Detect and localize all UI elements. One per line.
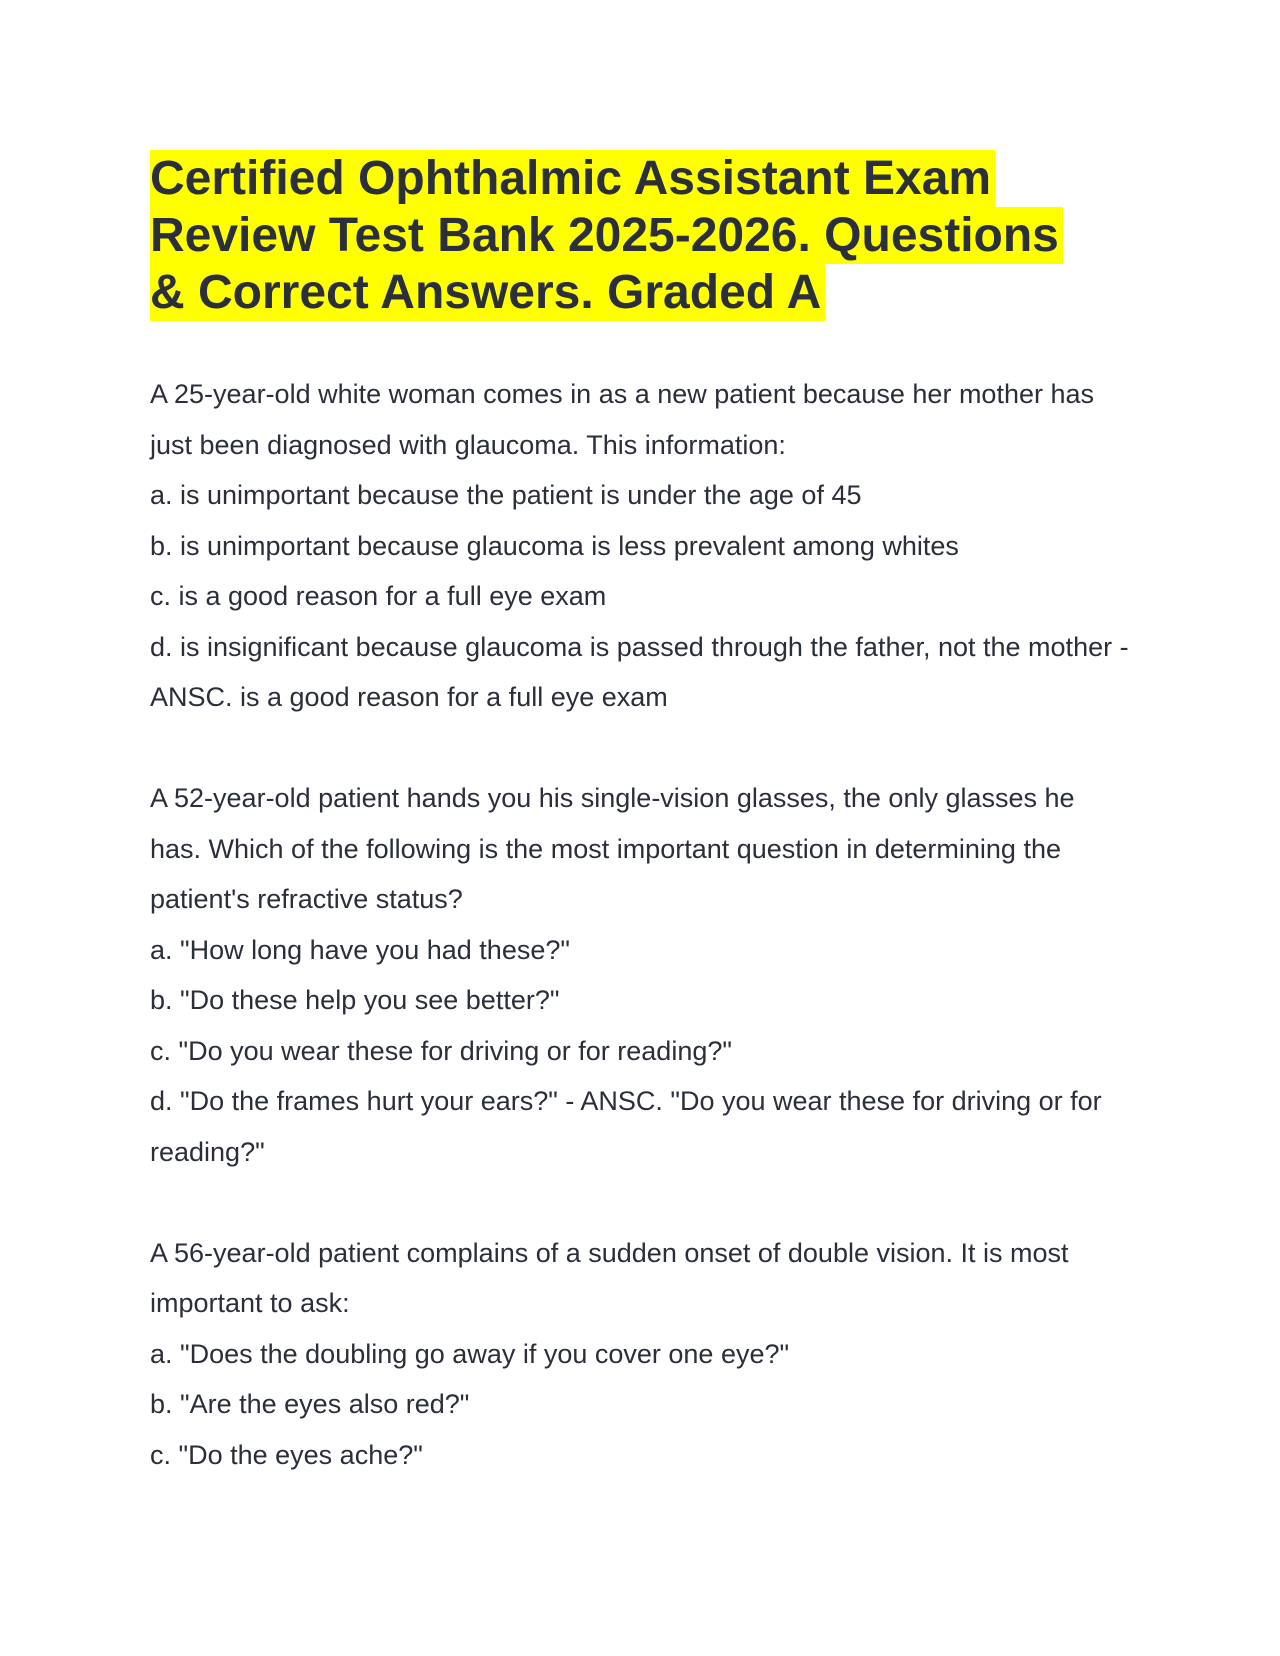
answer-option: a. "How long have you had these?" [150, 934, 570, 965]
answer-option: d. is insignificant because glaucoma is passed through the father, not the mother - ANSC. is a good reason for a full eye exam [150, 631, 1129, 712]
document-body [150, 369, 1130, 1480]
title-line-2: Review Test Bank 2025-2026. Questions [150, 207, 1063, 264]
question-1 [150, 369, 1130, 723]
answer-option: a. "Does the doubling go away if you cover one eye?" [150, 1338, 790, 1369]
answer-option: b. "Do these help you see better?" [150, 985, 560, 1015]
title-line-1: Certified Ophthalmic Assistant Exam [150, 150, 995, 207]
question-stem: A 52-year-old patient hands you his single-vision glasses, the only glasses he has. Which of the following is the most important question in determining the patient's refractive status? [150, 783, 1075, 914]
answer-option: d. "Do the frames hurt your ears?" - ANSC. "Do you wear these for driving or for reading?" [150, 1086, 1102, 1167]
question-stem: A 56-year-old patient complains of a sudden onset of double vision. It is most important to ask: [150, 1237, 1069, 1318]
answer-option: a. is unimportant because the patient is under the age of 45 [150, 480, 862, 510]
question-2 [150, 773, 1130, 1177]
answer-option: c. "Do the eyes ache?" [150, 1439, 423, 1470]
answer-option: c. "Do you wear these for driving or for reading?" [150, 1035, 732, 1066]
answer-option: b. is unimportant because glaucoma is less prevalent among whites [150, 530, 959, 561]
document-page [150, 150, 1130, 1531]
title-line-3: & Correct Answers. Graded A [150, 264, 825, 321]
question-stem: A 25-year-old white woman comes in as a new patient because her mother has just been diagnosed with glaucoma. This information: [150, 379, 1095, 460]
answer-option: b. "Are the eyes also red?" [150, 1389, 470, 1419]
question-3 [150, 1228, 1130, 1481]
document-title [150, 150, 1130, 321]
answer-option: c. is a good reason for a full eye exam [150, 581, 607, 611]
